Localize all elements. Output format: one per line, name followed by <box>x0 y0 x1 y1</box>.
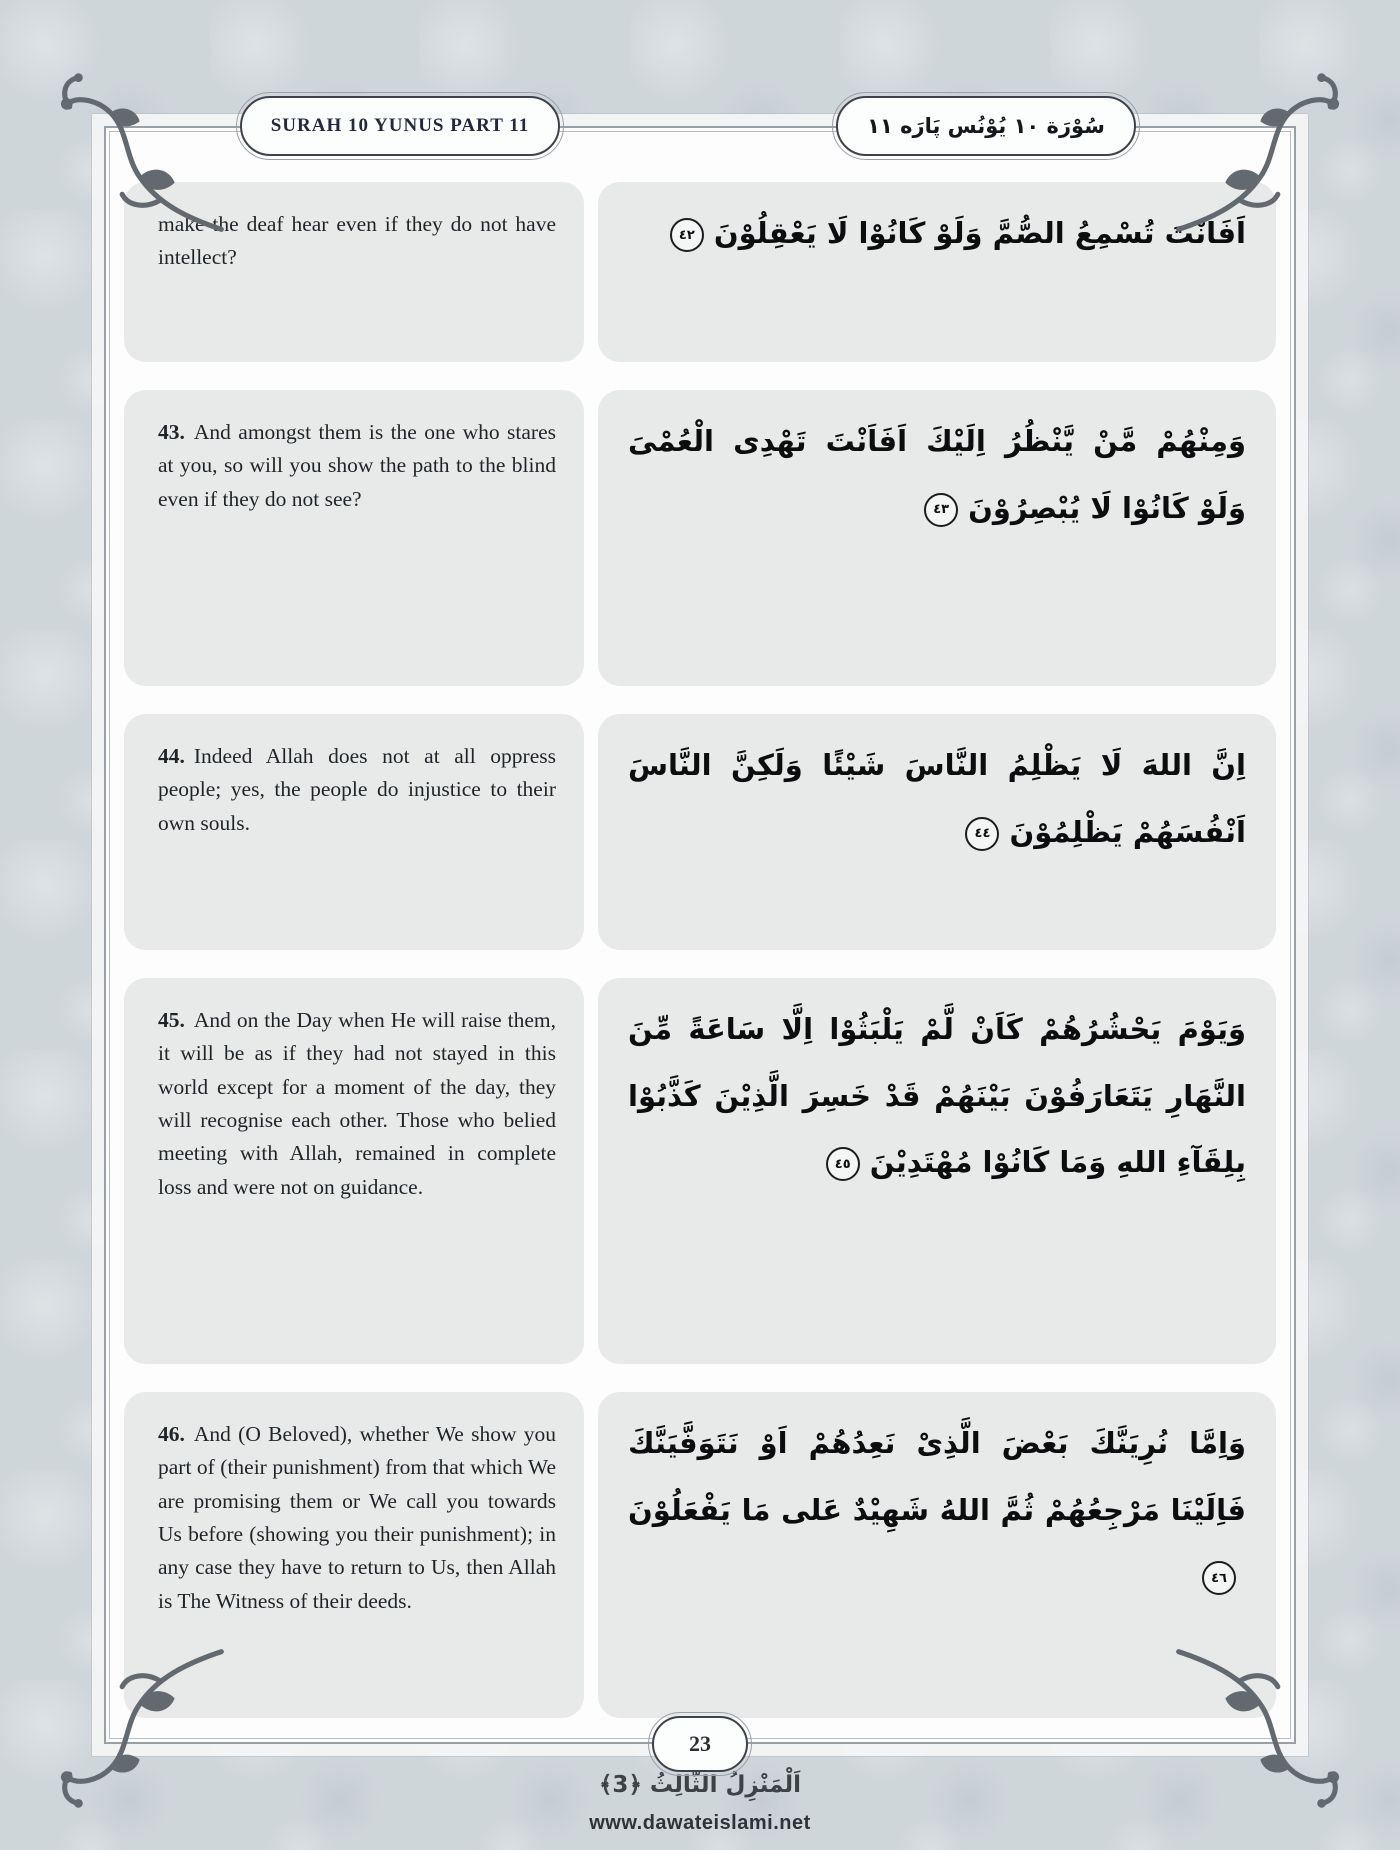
surah-title-badge <box>240 96 560 156</box>
ayah-number-medallion: ٤٥ <box>826 1147 860 1181</box>
corner-flourish-icon <box>1167 66 1342 241</box>
verse-table <box>106 128 1294 1718</box>
ayah-number-medallion: ٤٢ <box>670 218 704 252</box>
ayah-number-medallion: ٤٤ <box>965 817 999 851</box>
website-url: www.dawateislami.net <box>589 1812 811 1834</box>
ayah-number-medallion: ٤٣ <box>924 493 958 527</box>
arabic-ayah-text <box>628 996 1246 1196</box>
surah-title-arabic: سُوْرَة ١٠ يُوْنُس پَارَه ١١ <box>867 114 1105 138</box>
ayah-number-medallion: ٤٦ <box>1202 1561 1236 1595</box>
translation-body: And amongst them is the one who stares at you, so will you show the path to the blind even if they do not see? <box>158 420 556 511</box>
verse-row-44 <box>124 714 1276 950</box>
arabic-body: وَاِمَّا نُرِيَنَّكَ بَعْضَ الَّذِىْ نَعِدُهُمْ اَوْ نَتَوَفَّيَنَّكَ فَاِلَيْنَا مَرْجِعُهُمْ ثُمَّ اللهُ شَهِيْدٌ عَلى مَا يَفْعَلُوْنَ <box>628 1426 1246 1527</box>
verse-number: 46. <box>158 1422 185 1446</box>
translation-body: Indeed Allah does not at all oppress people; yes, the people do injustice to their own souls. <box>158 744 556 835</box>
verse-row-42 <box>124 182 1276 362</box>
verse-row-46 <box>124 1392 1276 1718</box>
english-translation-text <box>158 416 556 516</box>
page-number-badge <box>652 1716 748 1772</box>
arabic-body: وَيَوْمَ يَحْشُرُهُمْ كَاَنْ لَّمْ يَلْبَثُوْا اِلَّا سَاعَةً مِّنَ النَّهَارِ يَتَعَارَفُوْنَ بَيْنَهُمْ قَدْ خَسِرَ الَّذِيْنَ كَذَّبُوْا بِلِقَآءِ اللهِ وَمَا كَانُوْا مُهْتَدِيْنَ <box>628 1012 1246 1180</box>
translation-body: And on the Day when He will raise them, it will be as if they had not stayed in this world except for a moment of the day, they will recognise each other. Those who belied meeting with Allah, remained in complete loss and were not on guidance. <box>158 1008 556 1199</box>
page-frame <box>104 126 1296 1744</box>
verse-row-45 <box>124 978 1276 1364</box>
arabic-body: اَفَاَنْتَ تُسْمِعُ الصُّمَّ وَلَوْ كَانُوْا لَا يَعْقِلُوْنَ <box>713 216 1246 250</box>
arabic-ayah-text <box>628 200 1246 267</box>
verse-number: 45. <box>158 1008 185 1032</box>
verse-number: 43. <box>158 420 185 444</box>
corner-flourish-icon <box>58 66 233 241</box>
arabic-ayah-text <box>628 408 1246 541</box>
surah-title-badge-arabic <box>836 96 1136 156</box>
translation-body: And (O Beloved), whether We show you part of (their punishment) from that which We are promising them or We call you towards Us before (showing you their punishment); in any case they have to return to Us, then Allah is The Witness of their deeds. <box>158 1422 556 1613</box>
arabic-ayah-cell <box>598 390 1276 686</box>
arabic-body: اِنَّ اللهَ لَا يَظْلِمُ النَّاسَ شَيْئًا وَلَكِنَّ النَّاسَ اَنْفُسَهُمْ يَظْلِمُوْنَ <box>628 748 1246 849</box>
page-number: 23 <box>689 1731 711 1756</box>
english-translation-cell <box>124 390 584 686</box>
corner-flourish-icon <box>1167 1640 1342 1815</box>
arabic-ayah-cell <box>598 978 1276 1364</box>
arabic-ayah-text <box>628 1410 1246 1610</box>
surah-title-english: SURAH 10 YUNUS PART 11 <box>270 115 530 136</box>
translation-body: make the deaf hear even if they do not have intellect? <box>158 212 556 270</box>
corner-flourish-icon <box>58 1640 233 1815</box>
english-translation-cell <box>124 714 584 950</box>
english-translation-text <box>158 1004 556 1204</box>
english-translation-text <box>158 740 556 840</box>
arabic-ayah-text <box>628 732 1246 865</box>
manzil-label: اَلْمَنْزِلُ الثَّالِثُ ﴿3﴾ <box>598 1772 802 1798</box>
arabic-body: وَمِنْهُمْ مَّنْ يَّنْظُرُ اِلَيْكَ اَفَاَنْتَ تَهْدِى الْعُمْىَ وَلَوْ كَانُوْا لَا يُبْصِرُوْنَ <box>628 424 1246 525</box>
verse-number: 44. <box>158 744 185 768</box>
verse-row-43 <box>124 390 1276 686</box>
arabic-ayah-cell <box>598 714 1276 950</box>
english-translation-cell <box>124 978 584 1364</box>
english-translation-text <box>158 1418 556 1618</box>
